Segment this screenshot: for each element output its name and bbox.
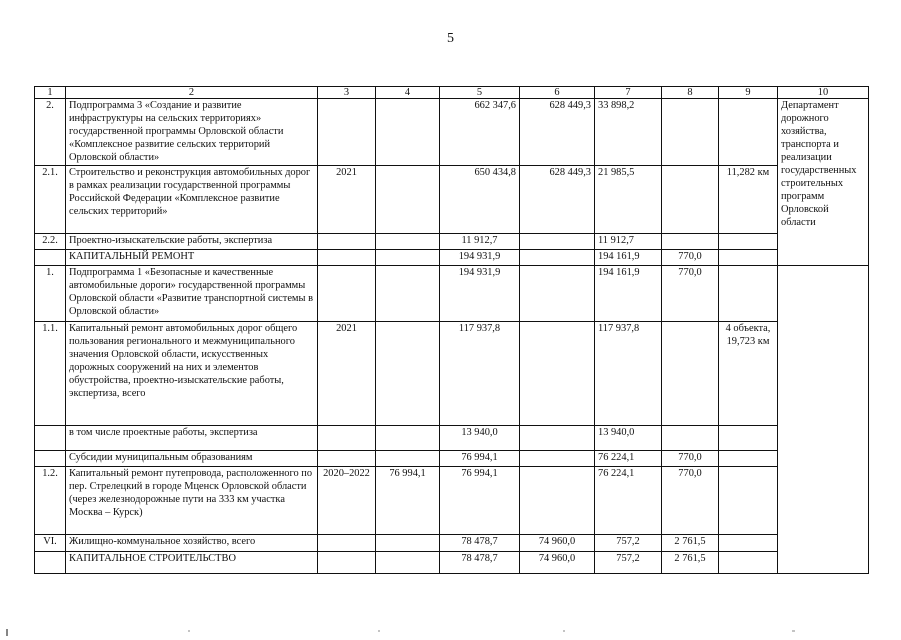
row-col9 [719, 451, 778, 467]
row-col4 [376, 426, 440, 451]
row-col8: 770,0 [662, 467, 719, 535]
row-col9: 11,282 км [719, 166, 778, 234]
page-number: 5 [447, 31, 454, 46]
row-col8: 770,0 [662, 266, 719, 322]
row-col5: 78 478,7 [440, 552, 520, 574]
row-col7: 33 898,2 [595, 99, 662, 166]
row-number [35, 451, 66, 467]
row-col7: 76 224,1 [595, 451, 662, 467]
row-name: Субсидии муниципальным образованиям [66, 451, 318, 467]
row-col9 [719, 467, 778, 535]
row-col8: 2 761,5 [662, 552, 719, 574]
row-col7: 194 161,9 [595, 266, 662, 322]
table-row [35, 322, 869, 426]
row-col7: 13 940,0 [595, 426, 662, 451]
row-col9 [719, 552, 778, 574]
row-col6 [520, 234, 595, 250]
row-name: Подпрограмма 3 «Создание и развитие инфраструктуры на сельских территориях» государственной программы Орловской области «Комплексное развитие сельских территорий Орловской области» [66, 99, 318, 166]
row-col8: 2 761,5 [662, 535, 719, 552]
header-cell: 5 [440, 87, 520, 99]
table-row [35, 451, 869, 467]
row-col9 [719, 99, 778, 166]
table-row [35, 426, 869, 451]
row-number: 2.1. [35, 166, 66, 234]
row-col8 [662, 166, 719, 234]
row-col6 [520, 322, 595, 426]
header-cell: 4 [376, 87, 440, 99]
row-years [318, 426, 376, 451]
row-name: Капитальный ремонт автомобильных дорог общего пользования регионального и межмуниципального значения Орловской области, искусственных дорожных сооружений на них и элементов обустройства, проектно-изыскательские работы, экспертиза, всего [66, 322, 318, 426]
header-cell: 7 [595, 87, 662, 99]
row-col4: 76 994,1 [376, 467, 440, 535]
row-col5: 117 937,8 [440, 322, 520, 426]
row-col5: 650 434,8 [440, 166, 520, 234]
row-col8 [662, 322, 719, 426]
scan-marks [0, 625, 901, 637]
row-years [318, 234, 376, 250]
row-years: 2020–2022 [318, 467, 376, 535]
budget-table [34, 86, 869, 574]
row-number: VI. [35, 535, 66, 552]
row-years [318, 250, 376, 266]
table-row [35, 166, 869, 234]
row-col8 [662, 426, 719, 451]
row-col7: 117 937,8 [595, 322, 662, 426]
row-number: 2.2. [35, 234, 66, 250]
row-col7: 757,2 [595, 552, 662, 574]
row-col5: 13 940,0 [440, 426, 520, 451]
row-col5: 76 994,1 [440, 451, 520, 467]
row-col6 [520, 451, 595, 467]
header-cell: 3 [318, 87, 376, 99]
row-number [35, 250, 66, 266]
row-years [318, 552, 376, 574]
row-name: Проектно-изыскательские работы, экспертиза [66, 234, 318, 250]
header-cell: 6 [520, 87, 595, 99]
department-cell: Департамент дорожного хозяйства, транспорта и реализации государственных строительных программ Орловской области [778, 99, 869, 266]
row-name: Жилищно-коммунальное хозяйство, всего [66, 535, 318, 552]
row-number [35, 426, 66, 451]
row-col4 [376, 451, 440, 467]
row-col5: 11 912,7 [440, 234, 520, 250]
row-col6: 628 449,3 [520, 99, 595, 166]
table-row [35, 266, 869, 322]
row-col5: 194 931,9 [440, 250, 520, 266]
row-col9 [719, 234, 778, 250]
row-name: Подпрограмма 1 «Безопасные и качественные автомобильные дороги» государственной программы Орловской области «Развитие транспортной системы в Орловской области» [66, 266, 318, 322]
row-col7: 194 161,9 [595, 250, 662, 266]
row-name: КАПИТАЛЬНЫЙ РЕМОНТ [66, 250, 318, 266]
row-col9 [719, 426, 778, 451]
table-row [35, 552, 869, 574]
header-cell: 10 [778, 87, 869, 99]
row-col7: 21 985,5 [595, 166, 662, 234]
row-col9: 4 объекта, 19,723 км [719, 322, 778, 426]
table-row [35, 250, 869, 266]
row-col7: 11 912,7 [595, 234, 662, 250]
row-col6: 74 960,0 [520, 552, 595, 574]
row-number: 2. [35, 99, 66, 166]
row-years [318, 266, 376, 322]
row-col5: 662 347,6 [440, 99, 520, 166]
row-col6 [520, 467, 595, 535]
row-col9 [719, 535, 778, 552]
row-col4 [376, 166, 440, 234]
row-col6: 628 449,3 [520, 166, 595, 234]
row-name: Строительство и реконструкция автомобильных дорог в рамках реализации государственной программы Российской Федерации «Комплексное развитие сельских территорий» [66, 166, 318, 234]
row-number: 1.2. [35, 467, 66, 535]
row-col7: 76 224,1 [595, 467, 662, 535]
header-row [35, 87, 869, 99]
empty-cell [778, 266, 869, 574]
row-col6 [520, 426, 595, 451]
table-row [35, 467, 869, 535]
row-col8: 770,0 [662, 451, 719, 467]
row-number [35, 552, 66, 574]
row-col5: 76 994,1 [440, 467, 520, 535]
table-row [35, 234, 869, 250]
row-col9 [719, 250, 778, 266]
row-col9 [719, 266, 778, 322]
row-col4 [376, 250, 440, 266]
table-row [35, 535, 869, 552]
row-years [318, 535, 376, 552]
row-col4 [376, 552, 440, 574]
row-col7: 757,2 [595, 535, 662, 552]
row-years [318, 451, 376, 467]
row-col5: 78 478,7 [440, 535, 520, 552]
row-col4 [376, 266, 440, 322]
row-col4 [376, 322, 440, 426]
row-col8 [662, 99, 719, 166]
row-years: 2021 [318, 166, 376, 234]
row-col6: 74 960,0 [520, 535, 595, 552]
row-col4 [376, 535, 440, 552]
row-col6 [520, 266, 595, 322]
row-col6 [520, 250, 595, 266]
row-years [318, 99, 376, 166]
row-name: Капитальный ремонт путепровода, расположенного по пер. Стрелецкий в городе Мценск Орловской области (через железнодорожные пути на 333 км участка Москва – Курск) [66, 467, 318, 535]
row-col8 [662, 234, 719, 250]
row-name: в том числе проектные работы, экспертиза [66, 426, 318, 451]
header-cell: 8 [662, 87, 719, 99]
table-row [35, 99, 869, 166]
row-years: 2021 [318, 322, 376, 426]
row-col4 [376, 234, 440, 250]
row-col4 [376, 99, 440, 166]
row-col5: 194 931,9 [440, 266, 520, 322]
row-number: 1.1. [35, 322, 66, 426]
row-name: КАПИТАЛЬНОЕ СТРОИТЕЛЬСТВО [66, 552, 318, 574]
header-cell: 2 [66, 87, 318, 99]
row-number: 1. [35, 266, 66, 322]
header-cell: 1 [35, 87, 66, 99]
row-col8: 770,0 [662, 250, 719, 266]
header-cell: 9 [719, 87, 778, 99]
